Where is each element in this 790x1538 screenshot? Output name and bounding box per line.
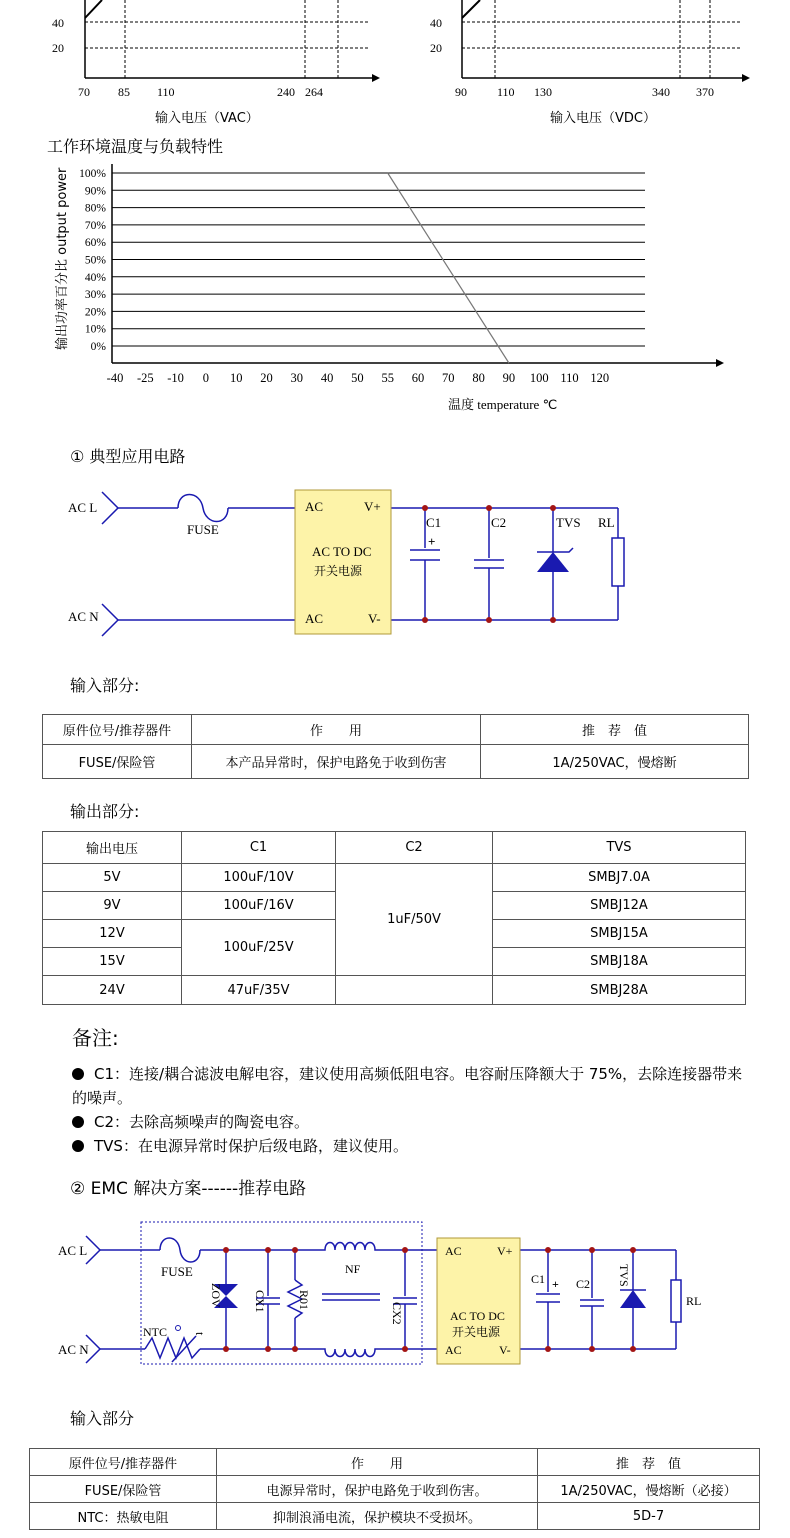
- circuit1-fuse: FUSE: [187, 522, 219, 537]
- circuit2-ac-n: AC N: [58, 1342, 89, 1357]
- table-header-cell: 原件位号/推荐器件: [43, 715, 192, 745]
- note-item: [72, 1062, 744, 1110]
- note-text: C1：连接/耦合滤波电解电容，建议使用高频低阻电容。电容耐压降额大于 75%，去除连接器带来的噪声。: [72, 1065, 743, 1107]
- left-xtick: 240: [277, 85, 295, 99]
- y-tick-label: 30%: [84, 289, 106, 302]
- notes-title: 备注:: [72, 1026, 119, 1050]
- x-tick-label: 120: [590, 371, 610, 385]
- y-tick-label: 70%: [84, 219, 106, 232]
- y-tick-label: 60%: [84, 237, 106, 250]
- circuit1-module-vplus: V+: [364, 499, 381, 514]
- table-cell: SMBJ28A: [493, 976, 746, 1005]
- table-row: [43, 864, 746, 892]
- x-tick-label: 40: [320, 371, 334, 385]
- table-cell: 24V: [43, 976, 182, 1005]
- note-item: [72, 1110, 744, 1134]
- right-xtick: 340: [652, 85, 670, 99]
- circuit2-module-sub: 开关电源: [452, 1325, 501, 1339]
- derating-chart: [0, 160, 790, 420]
- right-ytick-20: 20: [430, 41, 442, 55]
- circuit1-c2: C2: [491, 515, 507, 530]
- x-tick-label: 0: [202, 371, 210, 385]
- notes-list: [72, 1062, 744, 1158]
- chart-left: [52, 0, 380, 126]
- right-ytick-40: 40: [430, 16, 442, 30]
- derating-ylabel: 输出功率百分比 output power: [55, 167, 70, 350]
- table-cell: 1A/250VAC，慢熔断（必接）: [538, 1476, 760, 1503]
- table-header-cell: C2: [336, 832, 493, 864]
- circuit2-module-ac-top: AC: [445, 1244, 462, 1258]
- circuit2-cx2: CX2: [390, 1302, 404, 1325]
- y-tick-label: 0%: [90, 341, 106, 353]
- input-voltage-charts: [0, 0, 790, 135]
- table-cell: NTC：热敏电阻: [30, 1503, 217, 1530]
- x-tick-label: 90: [502, 371, 516, 385]
- table-cell: 1A/250VAC，慢熔断: [481, 745, 749, 779]
- circuit2-module-vplus: V+: [497, 1244, 513, 1258]
- circuit1-diagram: [0, 480, 790, 650]
- circuit1-c1-plus: +: [428, 534, 436, 549]
- circuit2-c2: C2: [576, 1277, 591, 1291]
- table-cell: 9V: [43, 892, 182, 920]
- circuit2-r01: R01: [297, 1290, 311, 1311]
- x-tick-label: 70: [442, 371, 455, 385]
- table-row: [43, 976, 746, 1005]
- table-cell: 本产品异常时，保护电路免于收到伤害: [192, 745, 481, 779]
- table-row: [43, 745, 749, 779]
- left-xlabel: 输入电压（VAC）: [155, 111, 259, 126]
- table-header-cell: TVS: [493, 832, 746, 864]
- x-tick-label: 50: [351, 371, 364, 385]
- table-cell: 抑制浪涌电流，保护模块不受损坏。: [217, 1503, 538, 1530]
- y-tick-label: 50%: [84, 254, 106, 267]
- table-header-cell: 原件位号/推荐器件: [30, 1449, 217, 1476]
- table-cell: 5D-7: [538, 1503, 760, 1530]
- bullet-icon: [72, 1116, 84, 1128]
- circuit2-t: t: [193, 1332, 207, 1336]
- table-cell: 100uF/10V: [182, 864, 336, 892]
- circuit1-module-sub: 开关电源: [314, 564, 363, 578]
- circuit1-ac-l: AC L: [68, 500, 98, 515]
- circuit2-nf: NF: [345, 1262, 361, 1276]
- table-row: [43, 832, 746, 864]
- x-tick-label: -25: [136, 371, 154, 385]
- x-tick-label: 80: [472, 371, 485, 385]
- x-tick-label: 60: [411, 371, 425, 385]
- circuit1-module-ac-bottom: AC: [305, 611, 324, 626]
- left-ytick-20: 20: [52, 41, 64, 55]
- right-xtick: 90: [455, 85, 467, 99]
- circuit2-cx1: CX1: [253, 1290, 267, 1313]
- x-tick-label: 55: [381, 371, 394, 385]
- input2-table: [29, 1448, 760, 1530]
- circuit2-module-ac-bottom: AC: [445, 1343, 462, 1357]
- left-xtick: 70: [78, 85, 90, 99]
- table-header-cell: 推 荐 值: [481, 715, 749, 745]
- right-xtick: 130: [534, 85, 552, 99]
- table-header-cell: 作 用: [192, 715, 481, 745]
- circuit2-module-vminus: V-: [499, 1343, 511, 1357]
- table-row: [43, 715, 749, 745]
- table-cell: 1uF/50V: [336, 864, 493, 976]
- y-tick-label: 20%: [84, 306, 106, 319]
- table-cell: 15V: [43, 948, 182, 976]
- table-row: [30, 1503, 760, 1530]
- circuit2-diagram: [0, 1218, 790, 1368]
- table-row: [30, 1476, 760, 1503]
- table-cell: SMBJ15A: [493, 920, 746, 948]
- x-tick-label: 110: [560, 371, 579, 385]
- circuit2-c1-plus: +: [552, 1277, 559, 1291]
- derating-curve: [388, 173, 509, 363]
- input2-title: 输入部分: [70, 1409, 135, 1428]
- circuit1-module-vminus: V-: [368, 611, 381, 626]
- table-row: [30, 1449, 760, 1476]
- derating-chart-title: 工作环境温度与负载特性: [47, 137, 224, 156]
- table-header-cell: C1: [182, 832, 336, 864]
- y-tick-label: 100%: [79, 168, 106, 180]
- circuit2-fuse: FUSE: [161, 1264, 193, 1279]
- circuit2-rl: RL: [686, 1294, 702, 1308]
- table-cell: SMBJ18A: [493, 948, 746, 976]
- circuit2-tvs: TVS: [617, 1264, 631, 1287]
- x-tick-label: 100: [529, 371, 549, 385]
- circuit1-module-name: AC TO DC: [312, 544, 372, 559]
- derating-xlabel: 温度 temperature ℃: [448, 397, 558, 412]
- x-tick-label: -10: [167, 371, 184, 385]
- y-tick-label: 90%: [84, 185, 106, 198]
- table-header-cell: 推 荐 值: [538, 1449, 760, 1476]
- circuit2-ac-l: AC L: [58, 1243, 88, 1258]
- circuit1-title: ① 典型应用电路: [70, 447, 186, 466]
- table-cell: 12V: [43, 920, 182, 948]
- circuit2-module-name: AC TO DC: [450, 1309, 505, 1323]
- table-cell: [336, 976, 493, 1005]
- x-tick-label: 30: [290, 371, 304, 385]
- y-tick-label: 40%: [84, 271, 106, 284]
- table-cell: SMBJ12A: [493, 892, 746, 920]
- right-xtick: 110: [497, 85, 515, 99]
- table-header-cell: 输出电压: [43, 832, 182, 864]
- table-cell: 47uF/35V: [182, 976, 336, 1005]
- right-xtick: 370: [696, 85, 714, 99]
- table-cell: FUSE/保险管: [30, 1476, 217, 1503]
- table-cell: 100uF/16V: [182, 892, 336, 920]
- circuit2-zov: ZOV: [209, 1283, 223, 1308]
- left-xtick: 85: [118, 85, 130, 99]
- table-cell: 5V: [43, 864, 182, 892]
- circuit2-title: ② EMC 解决方案------推荐电路: [70, 1179, 307, 1199]
- note-text: C2：去除高频噪声的陶瓷电容。: [94, 1113, 310, 1131]
- circuit1-c1: C1: [426, 515, 442, 530]
- table-cell: 100uF/25V: [182, 920, 336, 976]
- left-xtick: 110: [157, 85, 175, 99]
- table-cell: FUSE/保险管: [43, 745, 192, 779]
- table-cell: SMBJ7.0A: [493, 864, 746, 892]
- y-tick-label: 80%: [84, 202, 106, 215]
- circuit2-c1: C1: [531, 1272, 546, 1286]
- bullet-icon: [72, 1068, 84, 1080]
- right-xlabel: 输入电压（VDC）: [550, 111, 656, 126]
- x-tick-label: 10: [229, 371, 243, 385]
- left-xtick: 264: [305, 85, 323, 99]
- circuit2-ntc: NTC: [143, 1325, 167, 1339]
- table-cell: 电源异常时，保护电路免于收到伤害。: [217, 1476, 538, 1503]
- bullet-icon: [72, 1140, 84, 1152]
- circuit1-ac-n: AC N: [68, 609, 99, 624]
- input1-title: 输入部分:: [70, 676, 140, 695]
- input1-table: [42, 714, 749, 779]
- circuit1-module-ac-top: AC: [305, 499, 324, 514]
- chart-right: [430, 0, 750, 126]
- output-table: [42, 831, 746, 1005]
- left-ytick-40: 40: [52, 16, 64, 30]
- note-item: [72, 1134, 744, 1158]
- x-tick-label: -40: [106, 371, 124, 385]
- circuit1-rl: RL: [598, 515, 615, 530]
- circuit1-tvs: TVS: [556, 515, 581, 530]
- y-tick-label: 10%: [84, 323, 106, 336]
- x-tick-label: 20: [260, 371, 273, 385]
- output-title: 输出部分:: [70, 802, 140, 821]
- table-header-cell: 作 用: [217, 1449, 538, 1476]
- note-text: TVS：在电源异常时保护后级电路，建议使用。: [94, 1137, 408, 1155]
